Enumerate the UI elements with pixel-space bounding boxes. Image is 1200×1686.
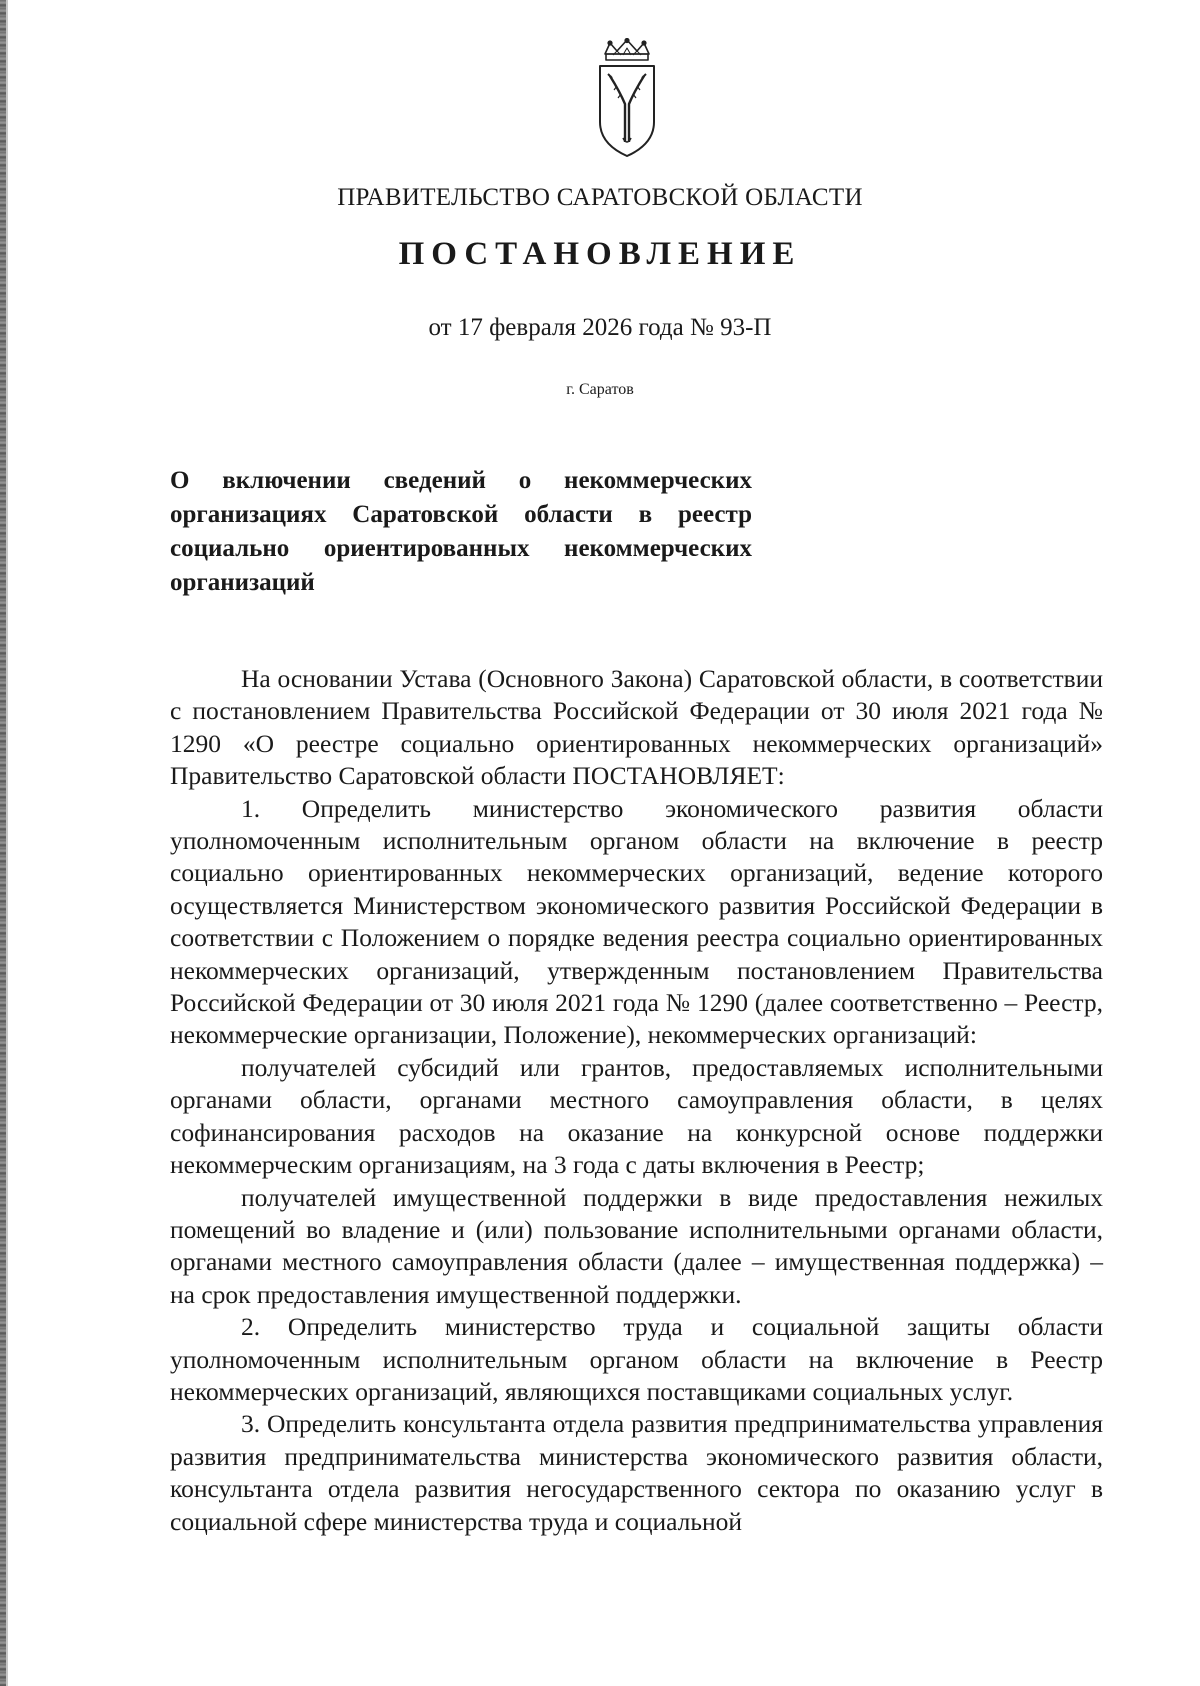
item-3-paragraph: 3. Определить консультанта отдела развития предпринимательства управления развития предпринимательства министерства экономического развития области, консультанта отдела развития негосударственного сектора по оказанию услуг в социальной сфере министерства труда и социальной (170, 1409, 1103, 1536)
item-1-subitem-grants: получателей субсидий или грантов, предоставляемых исполнительными органами области, органами местного самоуправления области, в целях софинансирования расходов на оказание на конкурсной основе поддержки некоммерческим организациям, на 3 года с даты включения в Реестр; (170, 1052, 1103, 1180)
subject-line: организациях Саратовской области в реестр (170, 501, 752, 528)
subject-line: организаций (170, 569, 315, 596)
document-type-title: ПОСТАНОВЛЕНИЕ (398, 236, 802, 272)
subject-line: О включении сведений о некоммерческих (170, 467, 752, 494)
organization-name: ПРАВИТЕЛЬСТВО САРАТОВСКОЙ ОБЛАСТИ (337, 184, 863, 211)
coat-of-arms-emblem (595, 38, 659, 160)
city-name: г. Саратов (566, 381, 634, 398)
item-1-paragraph: 1. Определить министерство экономического развития области уполномоченным исполнительным органом области на включение в реестр социально ориентированных некоммерческих организаций, ведение которого осуществляется Министерством экономического развития Российской Федерации в соответствии с Положением о порядке ведения реестра социально ориентированных некоммерческих организаций, утвержденным постановлением Правительства Российской Федерации от 30 июля 2021 года № 1290 (далее соответственно – Реестр, некоммерческие организации, Положение), некоммерческих организаций: (170, 793, 1103, 1050)
preamble-paragraph: На основании Устава (Основного Закона) Саратовской области, в соответствии с постановлением Правительства Российской Федерации от 30 июля 2021 года № 1290 «О реестре социально ориентированных некоммерческих организаций» Правительство Саратовской области ПОСТАНОВЛЯЕТ: (170, 664, 1103, 791)
item-1-subitem-property-support: получателей имущественной поддержки в виде предоставления нежилых помещений во владение и (или) пользование исполнительными органами области, органами местного самоуправления области (далее – имущественная поддержка) – на срок предоставления имущественной поддержки. (170, 1182, 1103, 1309)
resolution-subject (170, 464, 752, 600)
date-and-number: от 17 февраля 2026 года № 93-П (428, 314, 772, 341)
item-2-paragraph: 2. Определить министерство труда и социальной защиты области уполномоченным исполнительным органом области на включение в Реестр некоммерческих организаций, являющихся поставщиками социальных услуг. (170, 1312, 1103, 1406)
subject-line: социально ориентированных некоммерческих (170, 535, 752, 562)
resolution-body (170, 663, 1103, 1538)
